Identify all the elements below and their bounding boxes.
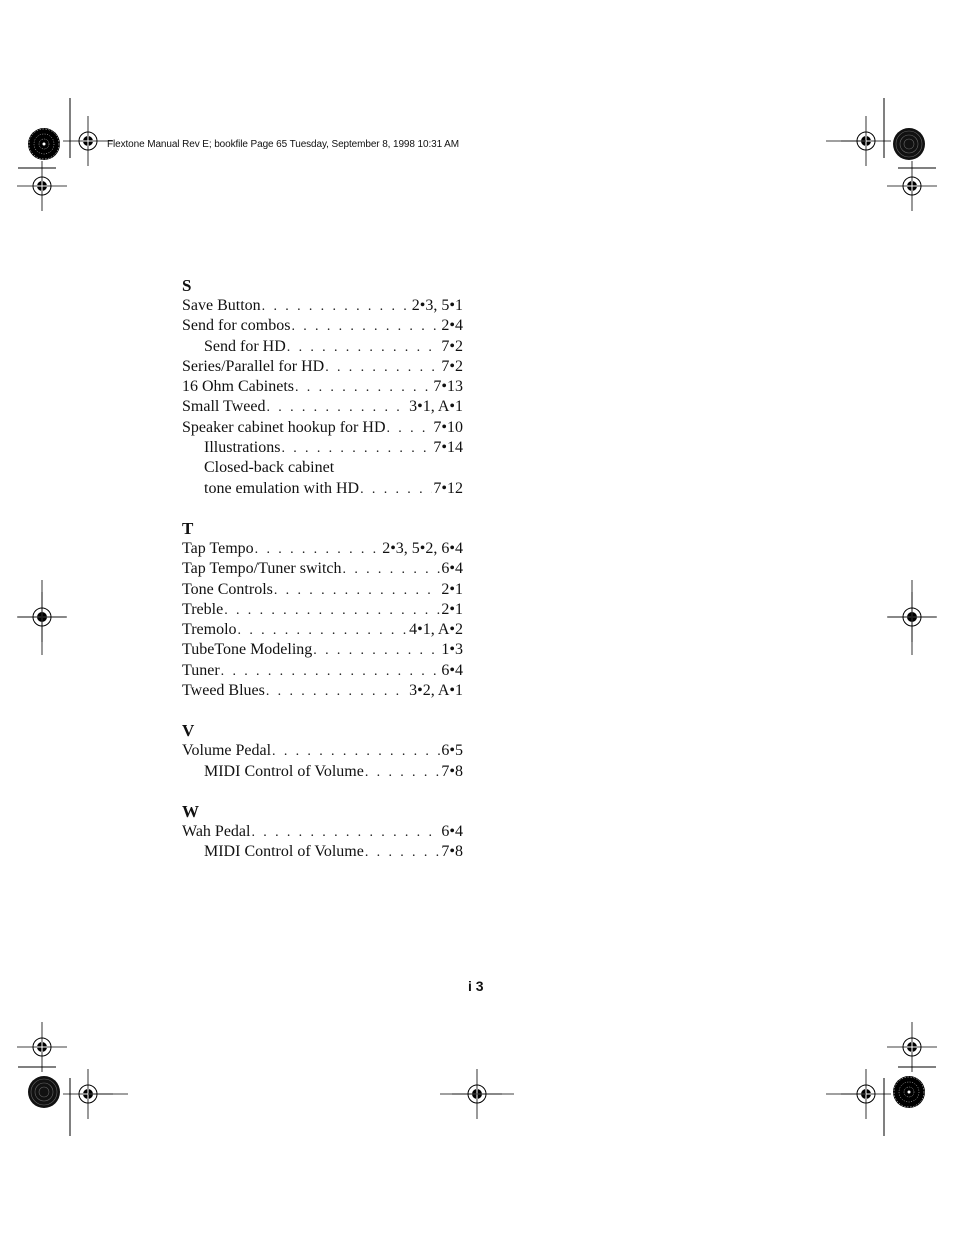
index-list	[182, 276, 463, 883]
index-entry: Tone Controls . . . 2•1	[182, 580, 463, 600]
index-subentry: Send for HD . . . 7•2	[182, 337, 463, 357]
index-subentry: MIDI Control of Volume . . . 7•8	[182, 842, 463, 862]
index-entry: Treble . . . 2•1	[182, 600, 463, 620]
index-entry: TubeTone Modeling . . . 1•3	[182, 640, 463, 660]
index-entry: Tap Tempo/Tuner switch . . . 6•4	[182, 559, 463, 579]
registration-mark-icon	[17, 1022, 67, 1072]
index-entry: 16 Ohm Cabinets . . . 7•13	[182, 377, 463, 397]
index-entry: Send for combos . . . 2•4	[182, 316, 463, 336]
index-entry: Save Button . . . 2•3, 5•1	[182, 296, 463, 316]
printer-slug-line: Flextone Manual Rev E; bookfile Page 65 Tuesday, September 8, 1998 10:31 AM	[107, 139, 459, 150]
index-entry: Tweed Blues . . . 3•2, A•1	[182, 681, 463, 701]
index-subentry: MIDI Control of Volume . . . 7•8	[182, 762, 463, 782]
section-letter: W	[182, 801, 199, 821]
dial-target-icon	[893, 128, 925, 160]
section-letter: V	[182, 721, 195, 741]
index-entry: Tremolo . . . 4•1, A•2	[182, 620, 463, 640]
registration-mark-icon	[887, 1022, 937, 1072]
index-subentry: Illustrations . . . 7•14	[182, 438, 463, 458]
index-entry: Volume Pedal . . . 6•5	[182, 741, 463, 761]
index-section-v	[182, 721, 463, 782]
dial-target-icon	[28, 1076, 60, 1108]
index-section-s	[182, 276, 463, 499]
index-entry: Series/Parallel for HD . . . 7•2	[182, 357, 463, 377]
index-entry: Tap Tempo . . . 2•3, 5•2, 6•4	[182, 539, 463, 559]
index-section-w	[182, 802, 463, 863]
page-number: i 3	[468, 978, 484, 994]
star-target-icon	[893, 1076, 925, 1108]
index-entry: Speaker cabinet hookup for HD . . . 7•10	[182, 418, 463, 438]
star-target-icon	[28, 128, 60, 160]
section-letter: T	[182, 518, 194, 538]
section-letter: S	[182, 276, 192, 295]
index-section-t	[182, 519, 463, 701]
index-entry: Tuner . . . 6•4	[182, 661, 463, 681]
index-entry: Small Tweed . . . 3•1, A•1	[182, 397, 463, 417]
index-entry: Wah Pedal . . . 6•4	[182, 822, 463, 842]
index-subentry: tone emulation with HD . . . 7•12	[182, 479, 463, 499]
index-subentry: Closed-back cabinet	[204, 459, 335, 477]
